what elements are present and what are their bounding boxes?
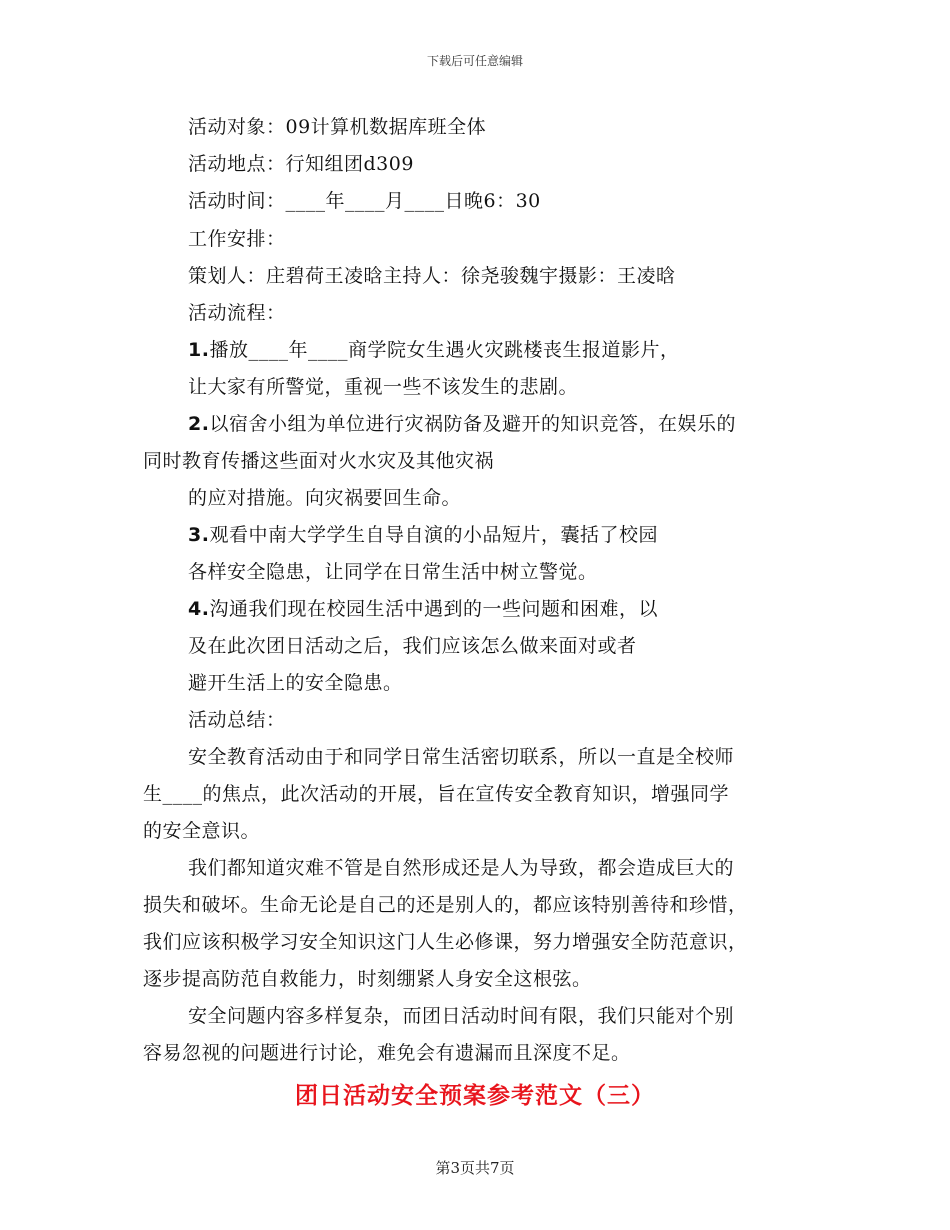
summary-paragraph-2: 我们都知道灾难不管是自然形成还是人为导致，都会造成巨大的	[188, 857, 735, 879]
staff-line: 策划人：庄碧荷王凌晗主持人：徐尧骏魏宇摄影：王凌晗	[188, 265, 676, 287]
process-item-1-cont: 让大家有所警觉，重视一些不该发生的悲剧。	[188, 376, 579, 398]
item-text: 沟通我们现在校园生活中遇到的一些问题和困难，以	[209, 598, 658, 620]
summary-paragraph-1-cont: 生____的焦点，此次活动的开展，旨在宣传安全教育知识，增强同学	[143, 783, 730, 805]
summary-paragraph-2-cont: 损失和破坏。生命无论是自己的还是别人的，都应该特别善待和珍惜，	[143, 894, 748, 916]
item-number: 4.	[188, 598, 210, 620]
summary-paragraph-3: 安全问题内容多样复杂，而团日活动时间有限，我们只能对个别	[188, 1005, 735, 1027]
process-item-4-cont2: 避开生活上的安全隐患。	[188, 672, 403, 694]
summary-paragraph-2-cont3: 逐步提高防范自救能力，时刻绷紧人身安全这根弦。	[143, 968, 592, 990]
process-item-4-cont: 及在此次团日活动之后，我们应该怎么做来面对或者	[188, 635, 637, 657]
activity-process-label: 活动流程：	[188, 302, 286, 324]
page-header: 下载后可任意编辑	[426, 54, 523, 68]
item-number: 3.	[188, 524, 210, 546]
item-text: 以宿舍小组为单位进行灾祸防备及避开的知识竞答，在娱乐的	[209, 413, 736, 435]
section-heading: 团日活动安全预案参考范文（三）	[295, 1083, 655, 1109]
activity-time-line: 活动时间：____年____月____日晚6：30	[188, 190, 541, 212]
activity-target-line: 活动对象：09计算机数据库班全体	[188, 116, 487, 138]
process-item-3-cont: 各样安全隐患，让同学在日常生活中树立警觉。	[188, 561, 598, 583]
summary-paragraph-1-cont2: 的安全意识。	[143, 820, 261, 842]
process-item-3	[188, 523, 658, 547]
item-text: 播放____年____商学院女生遇火灾跳楼丧生报道影片，	[209, 339, 680, 361]
activity-location-line: 活动地点：行知组团d309	[188, 153, 414, 175]
process-item-4	[188, 597, 658, 621]
item-text: 观看中南大学学生自导自演的小品短片，囊括了校园	[209, 524, 658, 546]
item-number: 1.	[188, 339, 210, 361]
process-item-2-cont: 同时教育传播这些面对火水灾及其他灾祸	[143, 450, 495, 472]
summary-paragraph-3-cont: 容易忽视的问题进行讨论，难免会有遗漏而且深度不足。	[143, 1042, 631, 1064]
page-footer: 第3页共7页	[435, 1159, 515, 1177]
work-arrangement-label: 工作安排：	[188, 228, 286, 250]
process-item-2-cont2: 的应对措施。向灾祸要回生命。	[188, 487, 462, 509]
summary-paragraph-1: 安全教育活动由于和同学日常生活密切联系，所以一直是全校师	[188, 746, 735, 768]
process-item-2	[188, 412, 736, 436]
process-item-1	[188, 338, 679, 362]
item-number: 2.	[188, 413, 210, 435]
activity-summary-label: 活动总结：	[188, 709, 286, 731]
summary-paragraph-2-cont2: 我们应该积极学习安全知识这门人生必修课，努力增强安全防范意识，	[143, 931, 748, 953]
